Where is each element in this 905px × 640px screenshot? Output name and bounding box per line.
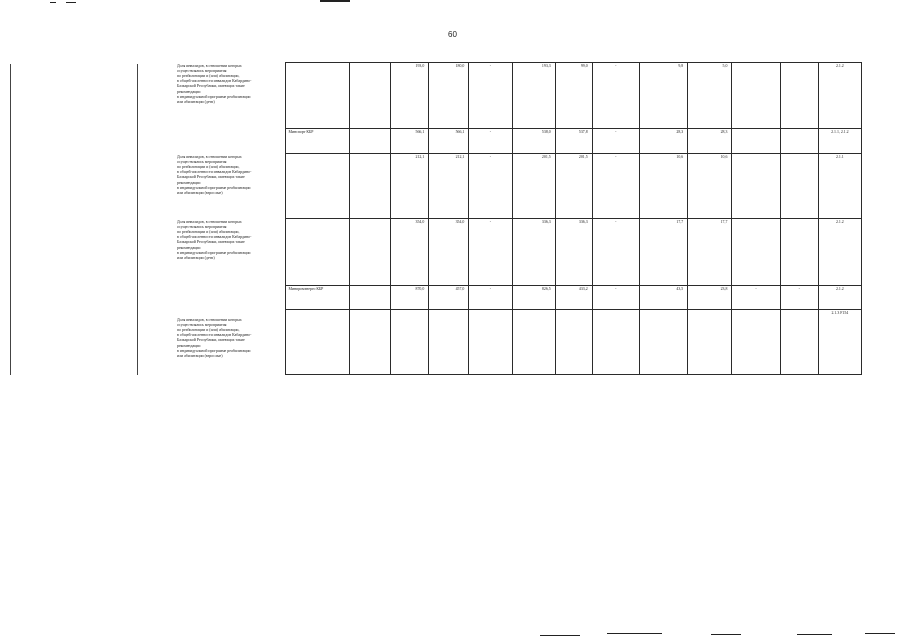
value-cell: 336,3	[555, 219, 592, 286]
value-cell: -	[469, 63, 512, 129]
value-cell	[469, 310, 512, 375]
value-cell: 5,0	[688, 63, 732, 129]
value-cell	[732, 219, 780, 286]
scan-artifact-bottom-3	[711, 634, 741, 635]
value-cell	[780, 129, 818, 154]
indicator-description: Доля инвалидов, в отношении которых осуществлялись мероприятия по реабилитации и (или) абилитации, в общей численности инвалидов Кабардино- Балкарской Республики, имеющих такие рекомендации в индивидуальной программе реабилитации или абилитации (дети)	[175, 63, 286, 129]
scan-artifact-bottom-1	[540, 635, 580, 636]
value-cell: 17,7	[639, 219, 687, 286]
value-cell	[391, 310, 429, 375]
ministry-cell	[286, 310, 350, 375]
value-cell: 538,0	[512, 129, 555, 154]
measure-code: 2.1.1, 2.1.2	[818, 129, 861, 154]
value-cell: -	[469, 154, 512, 219]
value-cell: 193,0	[391, 63, 429, 129]
value-cell: 99,0	[555, 63, 592, 129]
value-cell: 336,3	[512, 219, 555, 286]
indicator-description	[175, 286, 286, 310]
ministry-cell: Минпромэнерго КБР	[286, 286, 350, 310]
scan-artifact-bottom-2	[607, 633, 662, 634]
value-cell	[350, 310, 391, 375]
value-cell: -	[592, 219, 639, 286]
left-margin-line-1	[10, 64, 11, 375]
value-cell: 10,6	[639, 154, 687, 219]
value-cell: 537,8	[555, 129, 592, 154]
scan-artifact-bottom-5	[865, 633, 895, 634]
value-cell: 9,8	[639, 63, 687, 129]
value-cell: 43,5	[639, 286, 687, 310]
value-cell: 212,1	[429, 154, 469, 219]
value-cell: 201,5	[512, 154, 555, 219]
value-cell: -	[469, 286, 512, 310]
value-cell: 28,3	[688, 129, 732, 154]
value-cell	[350, 154, 391, 219]
value-cell	[350, 219, 391, 286]
measure-code: 2.1.1	[818, 154, 861, 219]
value-cell: 457,0	[429, 286, 469, 310]
table-row	[175, 129, 862, 154]
page-number: 60	[448, 30, 457, 39]
indicator-description: Доля инвалидов, в отношении которых осуществлялись мероприятия по реабилитации и (или) абилитации, в общей численности инвалидов Кабардино- Балкарской Республики, имеющих такие рекомендации в индивидуальной программе реабилитации или абилитации (взрослые)	[175, 154, 286, 219]
value-cell: 354,0	[391, 219, 429, 286]
value-cell	[732, 129, 780, 154]
scan-artifact-top-2	[66, 2, 76, 3]
value-cell: -	[592, 154, 639, 219]
value-cell	[732, 63, 780, 129]
measure-code: 2.1.2	[818, 219, 861, 286]
ministry-cell	[286, 63, 350, 129]
ministry-cell	[286, 154, 350, 219]
value-cell: 566,1	[391, 129, 429, 154]
value-cell: 566,1	[429, 129, 469, 154]
value-cell	[732, 154, 780, 219]
value-cell	[555, 310, 592, 375]
left-margin-line-2	[137, 64, 138, 375]
value-cell: 201,5	[555, 154, 592, 219]
value-cell: -	[469, 219, 512, 286]
value-cell: 17,7	[688, 219, 732, 286]
table-row	[175, 154, 862, 219]
scan-artifact-top-3	[320, 0, 350, 2]
value-cell: -	[780, 286, 818, 310]
scan-artifact-top-1	[50, 2, 56, 3]
value-cell	[732, 310, 780, 375]
value-cell: 354,0	[429, 219, 469, 286]
value-cell: -	[732, 286, 780, 310]
value-cell: 180,0	[429, 63, 469, 129]
value-cell	[350, 63, 391, 129]
value-cell: -	[592, 129, 639, 154]
value-cell	[512, 310, 555, 375]
value-cell: 28,3	[639, 129, 687, 154]
measure-code: 2.1.3 F154	[818, 310, 861, 375]
value-cell: 23,8	[688, 286, 732, 310]
indicator-table	[175, 62, 862, 375]
table-row	[175, 310, 862, 375]
indicator-description: Доля инвалидов, в отношении которых осуществлялись мероприятия по реабилитации и (или) абилитации, в общей численности инвалидов Кабардино- Балкарской Республики, имеющих такие рекомендации в индивидуальной программе реабилитации или абилитации (взрослые)	[175, 310, 286, 375]
value-cell: 193,3	[512, 63, 555, 129]
value-cell	[639, 310, 687, 375]
scan-artifact-bottom-4	[797, 634, 832, 635]
value-cell: 870,0	[391, 286, 429, 310]
value-cell	[688, 310, 732, 375]
table-row	[175, 286, 862, 310]
value-cell: 10,6	[688, 154, 732, 219]
value-cell	[429, 310, 469, 375]
value-cell: -	[469, 129, 512, 154]
indicator-description: Доля инвалидов, в отношении которых осуществлялись мероприятия по реабилитации и (или) абилитации, в общей численности инвалидов Кабардино- Балкарской Республики, имеющих такие рекомендации в индивидуальной программе реабилитации или абилитации (дети)	[175, 219, 286, 286]
value-cell	[350, 129, 391, 154]
value-cell: 433,2	[555, 286, 592, 310]
value-cell	[592, 310, 639, 375]
measure-code: 2.1.2	[818, 286, 861, 310]
value-cell	[350, 286, 391, 310]
ministry-cell: Минспорт КБР	[286, 129, 350, 154]
value-cell: -	[592, 286, 639, 310]
table-row	[175, 63, 862, 129]
value-cell: 212,1	[391, 154, 429, 219]
value-cell	[780, 154, 818, 219]
value-cell: 826,5	[512, 286, 555, 310]
ministry-cell	[286, 219, 350, 286]
measure-code: 2.1.2	[818, 63, 861, 129]
value-cell: -	[592, 63, 639, 129]
value-cell	[780, 63, 818, 129]
table-row	[175, 219, 862, 286]
value-cell	[780, 310, 818, 375]
indicator-description	[175, 129, 286, 154]
value-cell	[780, 219, 818, 286]
